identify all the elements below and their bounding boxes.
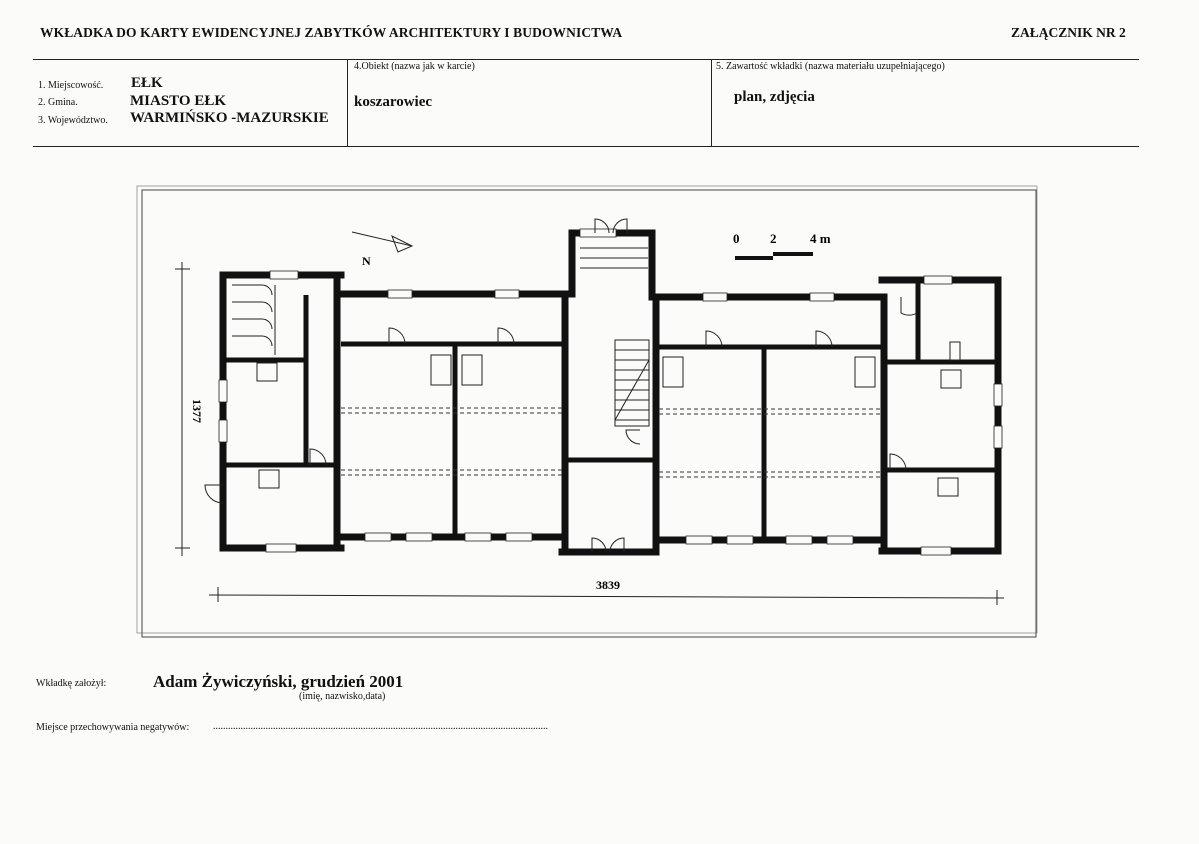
scale-label-0: 0 — [733, 231, 740, 246]
scale-label-2: 2 — [770, 231, 777, 246]
scale-label-4m: 4 m — [810, 231, 831, 246]
object-label: 4.Obiekt (nazwa jak w karcie) — [354, 61, 475, 72]
width-dimension-label: 3839 — [596, 578, 620, 592]
stoves — [257, 342, 961, 496]
building-walls — [223, 233, 998, 552]
doors — [205, 219, 917, 552]
content-label: 5. Zawartość wkładki (nazwa materiału uzupełniającego) — [716, 61, 945, 72]
locality-label: 1. Miejscowość. — [38, 80, 104, 91]
beam-lines — [341, 408, 882, 477]
plan-frame — [142, 190, 1036, 637]
object-value: koszarowiec — [354, 94, 433, 110]
negatives-label: Miejsce przechowywania negatywów: — [36, 722, 190, 733]
plan-frame-outer — [137, 186, 1037, 633]
scale-bar — [735, 252, 813, 260]
north-arrow-icon — [352, 232, 412, 252]
commune-value: MIASTO EŁK — [130, 93, 226, 109]
annex-label: ZAŁĄCZNIK NR 2 — [1011, 25, 1126, 40]
content-value: plan, zdjęcia — [734, 89, 815, 105]
negatives-dots: ...................................................................................................................................... — [213, 721, 548, 732]
locality-value: EŁK — [131, 75, 163, 91]
commune-label: 2. Gmina. — [38, 97, 78, 108]
province-label: 3. Województwo. — [38, 115, 108, 126]
height-dimension-label: 1377 — [190, 399, 204, 423]
document-title: WKŁADKA DO KARTY EWIDENCYJNEJ ZABYTKÓW ARCHITEKTURY I BUDOWNICTWA — [40, 25, 623, 40]
province-value: WARMIŃSKO -MAZURSKIE — [130, 110, 329, 126]
north-label: N — [362, 254, 371, 268]
author-label: Wkładkę założył: — [36, 678, 107, 689]
stairs — [580, 248, 649, 426]
height-dimension-line — [175, 262, 190, 556]
author-caption: (imię, nazwisko,data) — [299, 691, 386, 702]
author-value: Adam Żywiczyński, grudzień 2001 — [153, 672, 404, 691]
toilet-stalls — [232, 285, 275, 355]
